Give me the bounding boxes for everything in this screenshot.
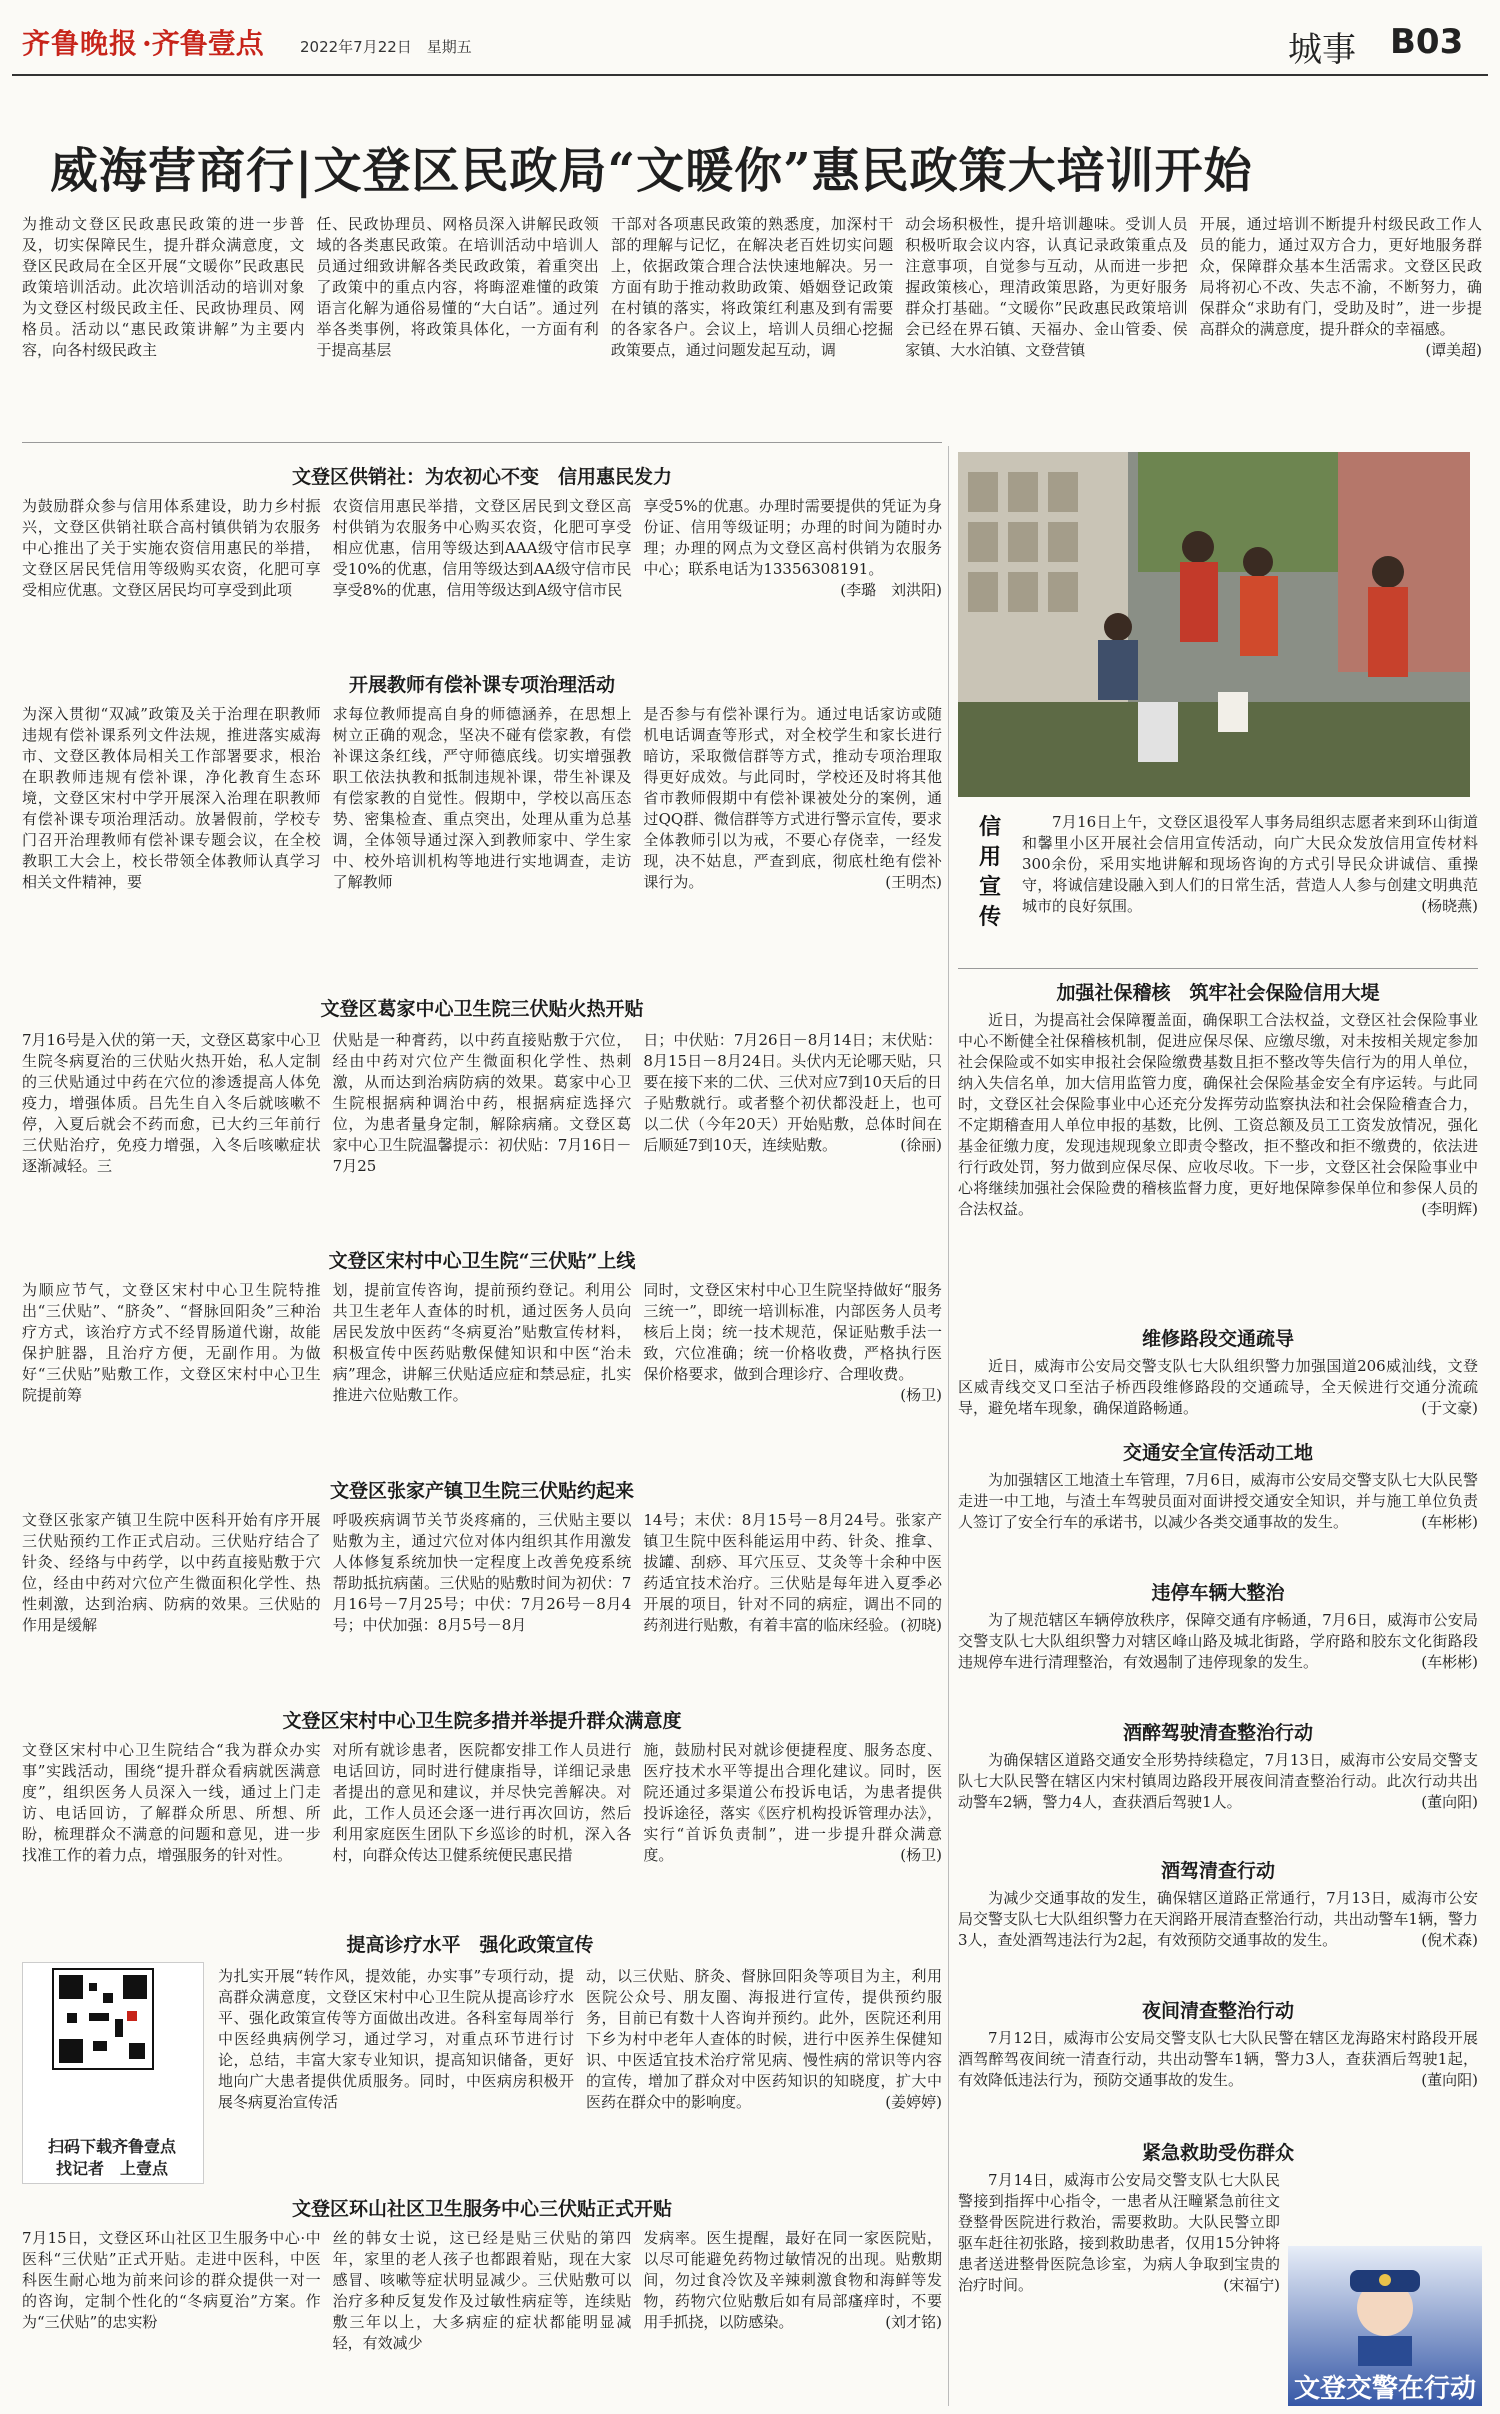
article-author: (初晓) bbox=[900, 1616, 942, 1634]
brief-title: 交通安全宣传活动工地 bbox=[1122, 1442, 1313, 1464]
masthead bbox=[0, 0, 1500, 70]
section-name: 城事 bbox=[1288, 30, 1356, 70]
header-divider bbox=[12, 74, 1488, 76]
brief-text: 7月12日，威海市公安局交警支队七大队民警在辖区龙海路宋村路段开展酒驾醉驾夜间统一清查行动，共出动警车1辆，警力3人，查获酒后驾驶1起，有效降低违法行为，预防交通事故的发生。 bbox=[958, 2029, 1478, 2089]
brief-author: (车彬彬) bbox=[1421, 1513, 1478, 1531]
article-col-text: 14号；末伏：8月15号－8月24号。张家产镇卫生院中医科能运用中药、针灸、推拿、拔罐、刮痧、耳穴压豆、艾灸等十余种中医药适宜技术治疗。三伏贴是每年进入夏季必开展的项目，针对不同的病症，调出不同的药剂进行贴敷，有着丰富的临床经验。 bbox=[643, 1511, 942, 1634]
brief-author: (李明辉) bbox=[1421, 1200, 1478, 1218]
article-col bbox=[637, 704, 942, 984]
brief-title: 酒驾清查行动 bbox=[1160, 1860, 1275, 1882]
article-col: 7月16号是入伏的第一天，文登区葛家中心卫生院冬病夏治的三伏贴火热开始，私人定制的三伏贴通过中药在穴位的渗透提高人体免疫力，增强体质。吕先生自入冬后就咳嗽不停，入夏后就会不药而愈，已大约三年前行三伏贴治疗，免疫力增强，入冬后咳嗽症状逐渐减轻。三 bbox=[22, 1031, 321, 1175]
police-banner bbox=[1288, 2246, 1482, 2406]
article-col: 为鼓励群众参与信用体系建设，助力乡村振兴，文登区供销社联合高村镇供销为农服务中心推出了关于实施农资信用惠民的举措，文登区居民凭信用等级购买农资，化肥可享受相应优惠。文登区居民均可享受到此项 bbox=[22, 497, 321, 599]
main-headline: 威海营商行|文登区民政局“文暖你”惠民政策大培训开始 bbox=[50, 143, 1253, 199]
lead-article bbox=[22, 214, 1482, 436]
brief-text: 近日，威海市公安局交警支队七大队组织警力加强国道206威汕线，文登区威青线交叉口至沽子桥西段维修路段的交通疏导，全天候进行交通分流疏导，避免堵车现象，确保道路畅通。 bbox=[958, 1357, 1478, 1417]
article-title: 文登区供销社：为农初心不变 信用惠民发力 bbox=[291, 466, 672, 488]
article-col: 文登区张家产镇卫生院中医科开始有序开展三伏贴预约工作正式启动。三伏贴疗结合了针灸、经络与中药学，以中药直接贴敷于穴位，经由中药对穴位产生微面积化学性、热性刺激，达到治病、防病的效果。三伏贴的作用是缓解 bbox=[22, 1511, 321, 1634]
brief-text: 7月14日，威海市公安局交警支队七大队民警接到指挥中心指令，一患者从汪疃紧急前往文登整骨医院进行救治，需要救助。大队民警立即驱车赶往初张路，接到救助患者，仅用15分钟将患者送进整骨医院急诊室，为病人争取到宝贵的治疗时间。 bbox=[958, 2171, 1280, 2294]
article-title: 文登区宋村中心卫生院多措并举提升群众满意度 bbox=[282, 1710, 682, 1732]
article-col: 7月15日，文登区环山社区卫生服务中心·中医科“三伏贴”正式开贴。走进中医科，中医科医生耐心地为前来问诊的群众提供一对一的咨询，定制个性化的“冬病夏治”方案。作为“三伏贴”的忠实粉 bbox=[22, 2229, 321, 2331]
article-col: 为扎实开展“转作风，提效能，办实事”专项行动，提高群众满意度，文登区宋村中心卫生院从提高诊疗水平、强化政策宣传等方面做出改进。各科室每周举行中医经典病例学习，通过学习，对重点环节进行讨论，总结，丰富大家专业知识，提高知识储备，更好地向广大患者提供优质服务。同时，中医病房积极开展冬病夏治宣传活 bbox=[218, 1967, 574, 2111]
article-col bbox=[637, 496, 942, 664]
brief-author: (董向阳) bbox=[1421, 1793, 1478, 1811]
lead-col-5-text: 开展，通过培训不断提升村级民政工作人员的能力，通过双方合力，更好地服务群众，保障群众基本生活需求。文登区民政局将初心不改、失志不渝，不断努力，确保群众“求助有门，受助及时”，进一步提高群众的满意度，提升群众的幸福感。 bbox=[1199, 215, 1482, 338]
brief-text: 为确保辖区道路交通安全形势持续稳定，7月13日，威海市公安局交警支队七大队民警在辖区内宋村镇周边路段开展夜间清查整治行动。此次行动共出动警车2辆，警力4人，查获酒后驾驶1人。 bbox=[958, 1751, 1478, 1811]
brief-title: 加强社保稽核 筑牢社会保险信用大堤 bbox=[1056, 982, 1380, 1004]
article-col bbox=[637, 1280, 942, 1470]
banner-text: 文登交警在行动 bbox=[1294, 2374, 1477, 2404]
article-body bbox=[22, 1280, 942, 1470]
article-author: (王明杰) bbox=[885, 873, 942, 891]
brief-body bbox=[958, 2170, 1280, 2406]
article-col: 文登区宋村中心卫生院结合“我为群众办实事”实践活动，围绕“提升群众看病就医满意度”，组织医务人员深入一线，通过上门走访、电话回访，了解群众所思、所想、所盼，梳理群众不满意的问题和意见，进一步找准工作的着力点，增强服务的针对性。 bbox=[22, 1741, 321, 1864]
photo-caption-text: 7月16日上午，文登区退役军人事务局组织志愿者来到环山街道和馨里小区开展社会信用宣传活动，向广大民众发放信用宣传材料300余份，采用实地讲解和现场咨询的方式引导民众讲诚信、重操守，将诚信建设融入到人们的日常生活，营造人人参与创建文明典范城市的良好氛围。 bbox=[1022, 813, 1478, 915]
qr-code-icon bbox=[23, 1963, 203, 2073]
brief-body bbox=[958, 1470, 1478, 1562]
article-author: (杨卫) bbox=[900, 1846, 942, 1864]
article-col bbox=[637, 1740, 942, 1930]
article-col bbox=[637, 1030, 942, 1240]
article-col: 呼吸疾病调节关节炎疼痛的，三伏贴主要以贴敷为主，通过穴位对体内组织其作用激发人体修复系统加快一定程度上改善免疫系统帮助抵抗病菌。三伏贴的贴敷时间为初伏：7月16号－7月25号；中伏：7月26号－8月4号；中伏加强：8月5号－8月 bbox=[332, 1511, 632, 1634]
article-body bbox=[22, 1030, 942, 1240]
qr-caption bbox=[22, 2136, 202, 2180]
app-logo: ·齐鲁壹点 bbox=[142, 27, 264, 60]
brief-title: 酒醉驾驶清查整治行动 bbox=[1122, 1722, 1313, 1744]
brief-text: 为了规范辖区车辆停放秩序，保障交通有序畅通，7月6日，威海市公安局交警支队七大队组织警力对辖区峰山路及城北街路，学府路和胶东文化街路段违规停车进行清理整治，有效遏制了违停现象的发生。 bbox=[958, 1611, 1478, 1671]
article-col bbox=[637, 1510, 942, 1700]
article-col: 划，提前宣传咨询，提前预约登记。利用公共卫生老年人查体的时机，通过医务人员向居民发放中医药“冬病夏治”贴敷宣传材料，积极宣传中医药贴敷保健知识和中医“治未病”理念，讲解三伏贴适应症和禁忌症，扎实推进六位贴敷工作。 bbox=[332, 1281, 632, 1404]
brief-author: (于文豪) bbox=[1421, 1399, 1478, 1417]
column-divider bbox=[948, 446, 949, 2406]
brief-author: (宋福宁) bbox=[1223, 2276, 1280, 2294]
divider bbox=[958, 968, 1478, 969]
brief-title: 维修路段交通疏导 bbox=[1141, 1328, 1294, 1350]
article-col-text: 是否参与有偿补课行为。通过电话家访或随机电话调查等形式，对全校学生和家长进行暗访，采取微信群等方式，推动专项治理取得更好成效。与此同时，学校还及时将其他省市教师假期中有偿补课被处分的案例，通过QQ群、微信群等方式进行警示宣传，要求全体教师引以为戒，不要心存侥幸，一经发现，决不姑息，严查到底，彻底杜绝有偿补课行为。 bbox=[643, 705, 942, 891]
article-body bbox=[22, 704, 942, 984]
article-title: 开展教师有偿补课专项治理活动 bbox=[348, 674, 615, 696]
lead-col-2: 任、民政协理员、网格员深入讲解民政领域的各类惠民政策。在培训活动中培训人员通过细致讲解各类民政政策，着重突出了政策中的重点内容，将晦涩难懂的政策语言化解为通俗易懂的“大白话”。通过列举各类事例，将政策具体化，一方面有利于提高基层 bbox=[316, 215, 599, 359]
article-col: 求每位教师提高自身的师德涵养，在思想上树立正确的观念，坚决不碰有偿家教，有偿补课这条红线，严守师德底线。切实增强教职工依法执教和抵制违规补课，带生补课及有偿家教的自觉性。假期中，学校以高压态势、密集检查、重点突出，处理从重为总基调，全体领导通过深入到教师家中、学生家中、校外培训机构等地进行实地调查，走访了解教师 bbox=[332, 705, 632, 891]
divider bbox=[22, 442, 942, 443]
brief-text: 为减少交通事故的发生，确保辖区道路正常通行，7月13日，威海市公安局交警支队七大队组织警力在天润路开展清查整治行动，共出动警车1辆，警力3人，查处酒驾违法行为2起，有效预防交通事故的发生。 bbox=[958, 1889, 1478, 1949]
article-col bbox=[580, 1966, 942, 2186]
lead-author: (谭美超) bbox=[1425, 341, 1482, 359]
brief-text: 近日，为提高社会保障覆盖面，确保职工合法权益，文登区社会保险事业中心不断健全社保稽核机制，促进应保尽保、应缴尽缴，对未按相关规定参加社会保险或不如实申报社会保险缴费基数且拒不整改等失信行为的用人单位，纳入失信名单，加大信用监管力度，确保社会保险基金安全有序运转。与此同时，文登区社会保险事业中心还充分发挥劳动监察执法和社会保险稽查合力，不定期稽查用人单位申报的基数，比例、工资总额及员工工资发放情况，强化基金征缴力度，发现违规现象立即责令整改，拒不整改和拒不缴费的，依法进行行政处罚，努力做到应保尽保、应收尽收。下一步，文登区社会保险事业中心将继续加强社会保险费的稽核监督力度，更好地保障参保单位和参保人员的合法权益。 bbox=[958, 1011, 1478, 1218]
lead-col-5 bbox=[1194, 214, 1482, 436]
photo-author: (杨晓燕) bbox=[1421, 897, 1478, 915]
article-col: 对所有就诊患者，医院都安排工作人员进行电话回访，同时进行健康指导，详细记录患者提出的意见和建议，并尽快完善解决。对此，工作人员还会逐一进行再次回访，然后利用家庭医生团队下乡巡诊的时机，深入各村，向群众传达卫健系统便民惠民措 bbox=[332, 1741, 632, 1864]
lead-col-3: 干部对各项惠民政策的熟悉度，加深村干部的理解与记忆，在解决老百姓切实问题上，依据政策合理合法快速地解决。另一方面有助于推动救助政策、婚姻登记政策在村镇的落实，将政策红利惠及到有需要的各家各户。会议上，培训人员细心挖掘政策要点，通过问题发起互动，调 bbox=[610, 215, 894, 359]
article-author: (刘才铭) bbox=[885, 2313, 942, 2331]
article-col-text: 享受5%的优惠。办理时需要提供的凭证为身份证、信用等级证明；办理的时间为随时办理；办理的网点为文登区高村供销为农服务中心；联系电话为13356308191。 bbox=[643, 497, 942, 578]
article-col-text: 日；中伏贴：7月26日－8月14日；末伏贴：8月15日－8月24日。头伏内无论哪天贴，只要在接下来的二伏、三伏对应7到10天后的日子贴敷就行。或者整个初伏都没赶上，也可以二伏（今年20天）开始贴敷，总体时间在后顺延7到10天，连续贴敷。 bbox=[643, 1031, 942, 1154]
article-body bbox=[218, 1966, 942, 2186]
article-title: 文登区张家产镇卫生院三伏贴约起来 bbox=[329, 1480, 634, 1502]
article-title: 提高诊疗水平 强化政策宣传 bbox=[346, 1934, 594, 1956]
article-col-text: 施，鼓励村民对就诊便捷程度、服务态度、医疗技术水平等提出合理化建议。同时，医院还通过多渠道公布投诉电话，为患者提供投诉途径，落实《医疗机构投诉管理办法》，实行“首诉负责制”，进一步提升群众满意度。 bbox=[643, 1741, 942, 1864]
article-body bbox=[22, 496, 942, 664]
brief-author: (倪术森) bbox=[1421, 1931, 1478, 1949]
brief-author: (车彬彬) bbox=[1421, 1653, 1478, 1671]
issue-date: 2022年7月22日 星期五 bbox=[300, 38, 472, 56]
brief-text: 为加强辖区工地渣土车管理，7月6日，威海市公安局交警支队七大队民警走进一中工地，与渣土车驾驶员面对面讲授交通安全知识，并与施工单位负责人签订了安全行车的承诺书，以减少各类交通事故的发生。 bbox=[958, 1471, 1478, 1531]
article-body bbox=[22, 2228, 942, 2406]
article-col-text: 发病率。医生提醒，最好在同一家医院贴，以尽可能避免药物过敏情况的出现。贴敷期间，勿过食冷饮及辛辣刺激食物和海鲜等发物，药物穴位贴敷后如有局部瘙痒时，不要用手抓挠，以防感染。 bbox=[643, 2229, 942, 2331]
article-col: 为顺应节气，文登区宋村中心卫生院特推出“三伏贴”、“脐灸”、“督脉回阳灸”三种治疗方式，该治疗方式不经胃肠道代谢，故能保护脏器，且治疗方便，无副作用。为做好“三伏贴”贴敷工作，文登区宋村中心卫生院提前筹 bbox=[22, 1281, 321, 1404]
article-author: (姜婷婷) bbox=[885, 2093, 942, 2111]
brief-body bbox=[958, 1610, 1478, 1702]
brief-title: 紧急救助受伤群众 bbox=[1141, 2142, 1294, 2164]
qr-label: 扫码下载齐鲁壹点 bbox=[47, 2137, 176, 2156]
brief-title: 夜间清查整治行动 bbox=[1141, 2000, 1294, 2022]
newspaper-logo: 齐鲁晚报 bbox=[22, 27, 139, 60]
news-photo bbox=[958, 452, 1470, 797]
brief-body bbox=[958, 2028, 1478, 2120]
article-author: (杨卫) bbox=[900, 1386, 942, 1404]
article-title: 文登区环山社区卫生服务中心三伏贴正式开贴 bbox=[291, 2198, 672, 2220]
brief-body bbox=[958, 1356, 1478, 1426]
article-col: 农资信用惠民举措，文登区居民到文登区高村供销为农服务中心购买农资，化肥可享受相应优惠，信用等级达到AAA级守信市民享受10%的优惠，信用等级达到AA级守信市民享受8%的优惠，信用等级达到A级守信市民 bbox=[332, 497, 632, 599]
article-title: 文登区宋村中心卫生院“三伏贴”上线 bbox=[328, 1250, 636, 1272]
article-col-text: 同时，文登区宋村中心卫生院坚持做好“服务三统一”，即统一培训标准，内部医务人员考核后上岗；统一技术规范，保证贴敷手法一致，穴位准确；统一价格收费，严格执行医保价格要求，做到合理诊疗、合理收费。 bbox=[643, 1281, 942, 1383]
article-body bbox=[22, 1740, 942, 1930]
article-author: (李璐 刘洪阳) bbox=[840, 581, 942, 599]
article-body bbox=[22, 1510, 942, 1700]
brief-body bbox=[958, 1010, 1478, 1310]
lead-col-4: 动会场积极性，提升培训趣味。受训人员积极听取会议内容，认真记录政策重点及注意事项，自觉参与互动，从而进一步把握政策核心，理清政策思路，为更好服务群众打基础。“文暖你”民政惠民政策培训会已经在界石镇、天福办、金山管委、侯家镇、大水泊镇、文登营镇 bbox=[905, 215, 1188, 359]
article-col bbox=[637, 2228, 942, 2406]
article-title: 文登区葛家中心卫生院三伏贴火热开贴 bbox=[320, 998, 644, 1020]
qr-label: 找记者 上壹点 bbox=[55, 2159, 168, 2178]
brief-author: (董向阳) bbox=[1421, 2071, 1478, 2089]
brief-body bbox=[958, 1750, 1478, 1842]
article-col: 伏贴是一种膏药，以中药直接贴敷于穴位，经由中药对穴位产生微面积化学性、热刺激，从而达到治病防病的效果。葛家中心卫生院根据病种调治中药，根据病症选择穴位，为患者量身定制，解除病痛。文登区葛家中心卫生院温馨提示：初伏贴：7月16日－7月25 bbox=[332, 1031, 632, 1175]
article-col: 丝的韩女士说，这已经是贴三伏贴的第四年，家里的老人孩子也都跟着贴，现在大家感冒、咳嗽等症状明显减少。三伏贴敷可以治疗多种反复发作及过敏性病症等，连续贴敷三年以上，大多病症的症状都能明显减轻，有效减少 bbox=[332, 2229, 632, 2352]
brief-title: 违停车辆大整治 bbox=[1151, 1582, 1285, 1604]
police-mascot-icon bbox=[1288, 2246, 1482, 2366]
brief-body bbox=[958, 1888, 1478, 1980]
article-col-text: 动，以三伏贴、脐灸、督脉回阳灸等项目为主，利用医院公众号、朋友圈、海报进行宣传，提供预约服务，目前已有数十人咨询并预约。此外，医院还利用下乡为村中老年人查体的时候，进行中医养生保健知识、中医适宜技术治疗常见病、慢性病的常识等内容的宣传，增加了群众对中医药知识的知晓度，扩大中医药在群众中的影响度。 bbox=[586, 1967, 942, 2111]
page-number: B03 bbox=[1390, 22, 1464, 62]
photo-caption bbox=[1022, 812, 1478, 982]
photo-caption-title: 信用宣传 bbox=[978, 814, 1001, 930]
article-author: (徐丽) bbox=[900, 1136, 942, 1154]
article-col: 为深入贯彻“双减”政策及关于治理在职教师违规有偿补课系列文件法规，推进落实威海市、文登区教体局相关工作部署要求，根治在职教师违规有偿补课，净化教育生态环境，文登区宋村中学开展深入治理在职教师有偿补课专项治理活动。放暑假前，学校专门召开治理教师有偿补课专题会议，在全校教职工大会上，校长带领全体教师认真学习相关文件精神，要 bbox=[22, 705, 321, 891]
lead-col-1: 为推动文登区民政惠民政策的进一步普及，切实保障民生，提升群众满意度，文登区民政局在全区开展“文暖你”民政惠民政策培训活动。此次培训活动的培训对象为文登区村级民政主任、民政协理员、网格员。活动以“惠民政策讲解”为主要内容，向各村级民政主 bbox=[22, 215, 305, 359]
